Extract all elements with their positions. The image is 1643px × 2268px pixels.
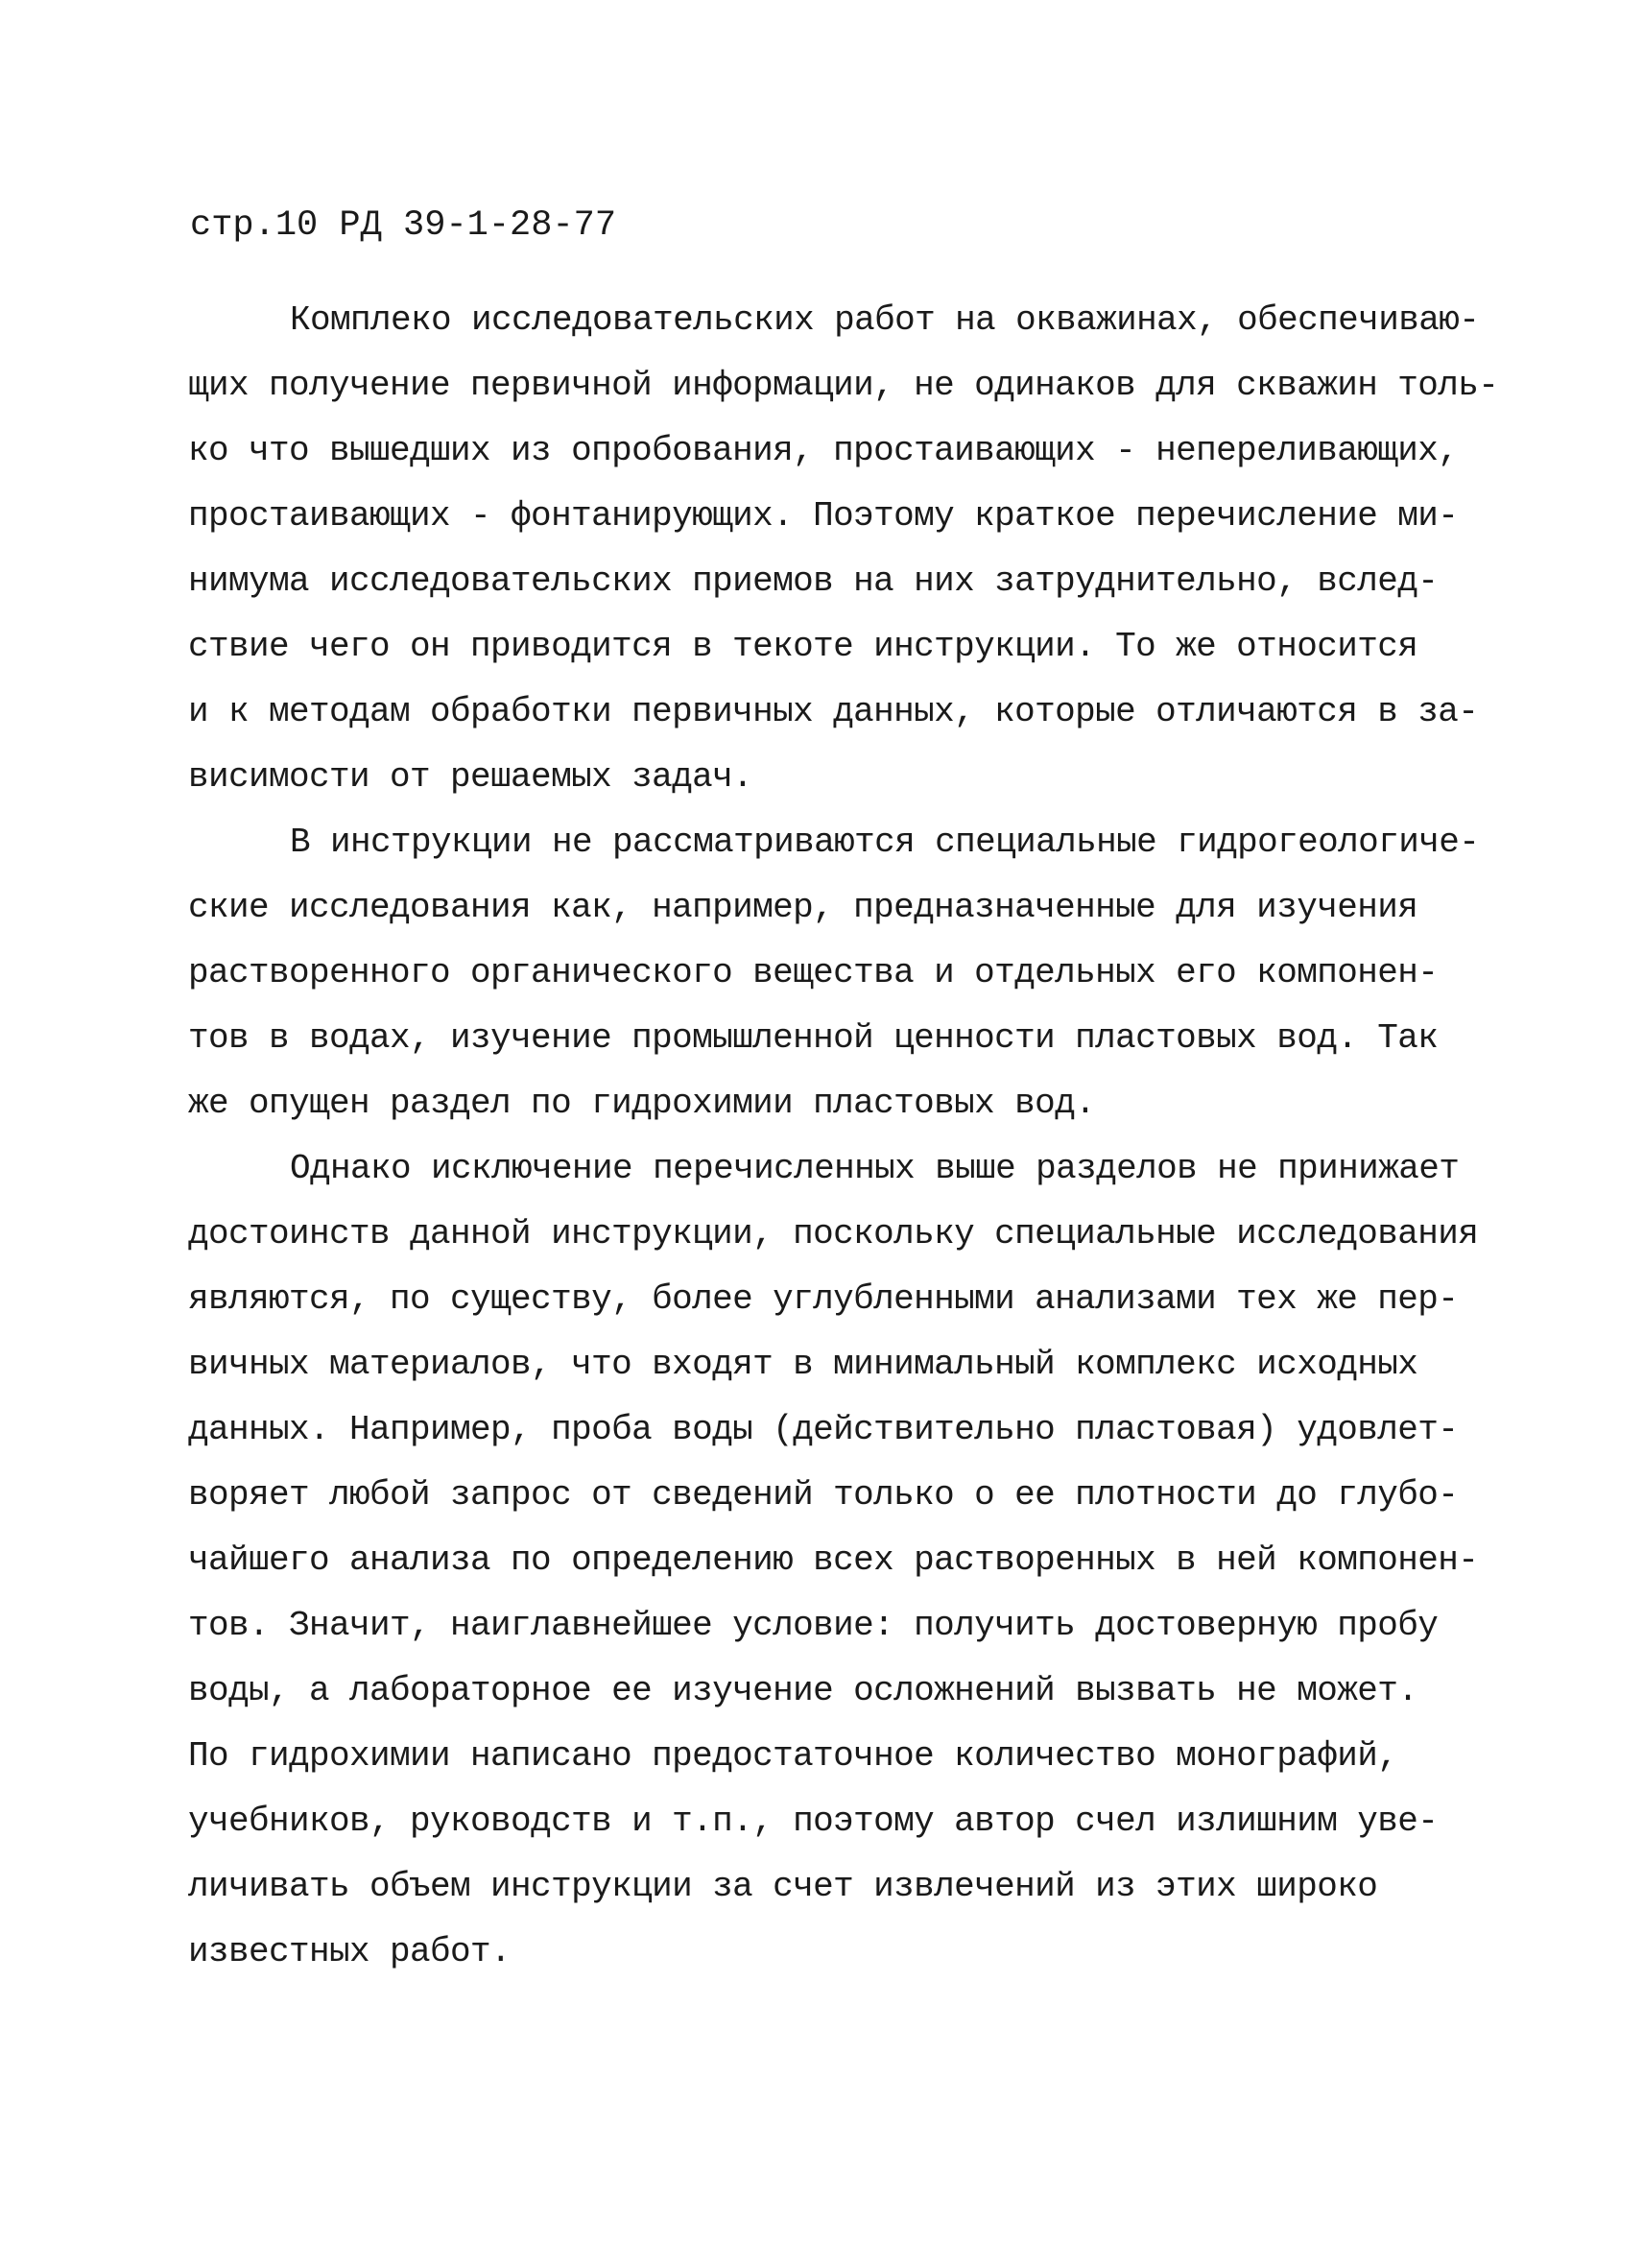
text-line: вичных материалов, что входят в минимальный комплекс исходных	[188, 1345, 1418, 1384]
text-line: В инструкции не рассматриваются специальные гидрогеологиче-	[290, 823, 1480, 862]
text-line: же опущен раздел по гидрохимии пластовых вод.	[188, 1084, 1096, 1123]
text-line: являются, по существу, более углубленными анализами тех же пер-	[188, 1279, 1459, 1319]
text-line: чайшего анализа по определению всех растворенных в ней компонен-	[188, 1540, 1479, 1580]
text-line: щих получение первичной информации, не одинаков для скважин толь-	[188, 366, 1499, 405]
text-line: Комплеко исследовательских работ на окважинах, обеспечиваю-	[290, 300, 1480, 340]
text-line: воды, а лабораторное ее изучение осложнений вызвать не может.	[188, 1671, 1418, 1710]
page-header-reference: стр.10 РД 39-1-28-77	[190, 205, 617, 246]
text-line: достоинств данной инструкции, поскольку специальные исследования	[188, 1214, 1479, 1253]
text-line: Однако исключение перечисленных выше разделов не принижает	[290, 1149, 1460, 1188]
text-line: нимума исследовательских приемов на них затруднительно, вслед-	[188, 561, 1439, 601]
text-line: воряет любой запрос от сведений только о ее плотности до глубо-	[188, 1475, 1459, 1515]
text-line: растворенного органического вещества и отдельных его компонен-	[188, 953, 1439, 992]
text-line: висимости от решаемых задач.	[188, 757, 753, 797]
text-line: и к методам обработки первичных данных, которые отличаются в за-	[188, 692, 1479, 731]
text-line: данных. Например, проба воды (действительно пластовая) удовлет-	[188, 1410, 1459, 1449]
text-line: ские исследования как, например, предназначенные для изучения	[188, 888, 1418, 927]
text-line: тов в водах, изучение промышленной ценности пластовых вод. Так	[188, 1018, 1439, 1058]
text-line: личивать объем инструкции за счет извлечений из этих широко	[188, 1867, 1378, 1906]
text-line: учебников, руководств и т.п., поэтому автор счел излишним уве-	[188, 1802, 1439, 1841]
text-line: По гидрохимии написано предостаточное количество монографий,	[188, 1736, 1398, 1776]
body-text	[188, 288, 1503, 1985]
text-line: известных работ.	[188, 1932, 512, 1971]
text-line: простаивающих - фонтанирующих. Поэтому краткое перечисление ми-	[188, 496, 1459, 536]
text-line: ко что вышедших из опробования, простаивающих - непереливающих,	[188, 431, 1459, 470]
text-line: ствие чего он приводится в текоте инструкции. То же относится	[188, 627, 1418, 666]
text-line: тов. Значит, наиглавнейшее условие: получить достоверную пробу	[188, 1606, 1439, 1645]
